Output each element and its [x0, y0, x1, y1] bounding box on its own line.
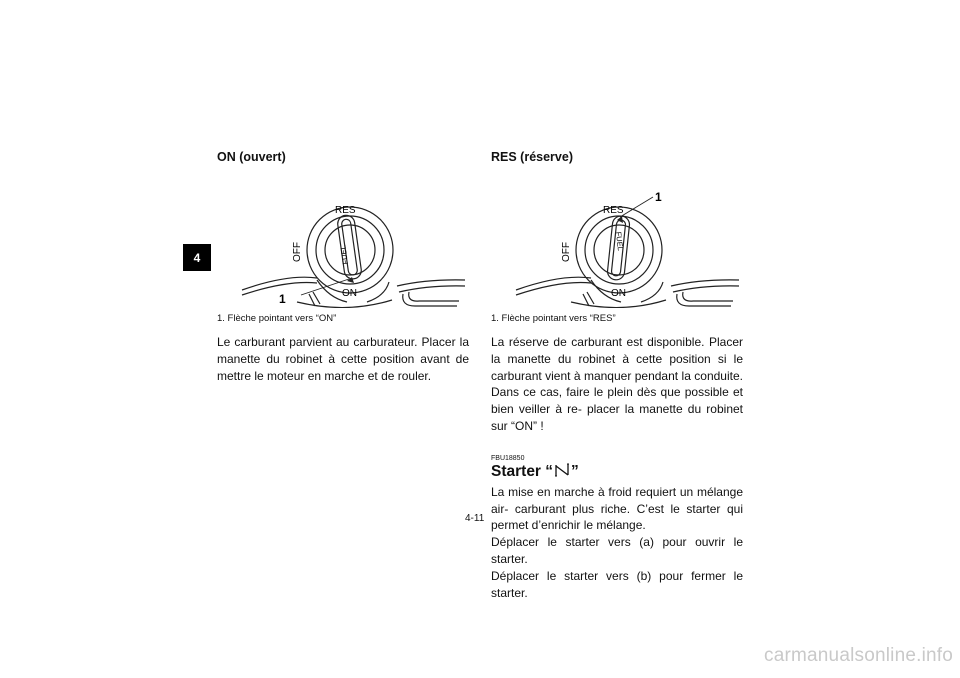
- left-column: [217, 148, 469, 384]
- watermark: carmanualsonline.info: [764, 645, 954, 666]
- chapter-tab: 4: [183, 244, 211, 271]
- fuel-cock-on-illustration: [217, 182, 469, 308]
- starter-heading: [491, 463, 743, 482]
- starter-heading-text: Starter “: [491, 463, 554, 481]
- starter-heading-close: ”: [571, 463, 579, 481]
- right-column: [491, 148, 743, 601]
- dial-label-off: OFF: [292, 242, 303, 262]
- on-body-text: Le carburant parvient au carburateur. Placer la manette du robinet à cette position avant de mettre le moteur en marche et de rouler.: [217, 335, 469, 383]
- res-body-text: La réserve de carburant est disponible. Placer la manette du robinet à cette position si le carburant vient à manquer pendant la conduite. Dans ce cas, faire le plein dès que possible et bien veiller à re- placer la manette du robinet sur “ON” !: [491, 335, 743, 433]
- choke-icon: [554, 463, 570, 482]
- fuel-cock-on-figure: [217, 182, 469, 308]
- dial-label-res: RES: [603, 205, 624, 216]
- dial-label-on: ON: [342, 288, 357, 299]
- dial-label-on: ON: [611, 288, 626, 299]
- dial-label-res: RES: [335, 205, 356, 216]
- callout-number: 1: [655, 190, 662, 204]
- res-heading: RES (réserve): [491, 150, 573, 164]
- fuel-cock-res-figure: [491, 182, 743, 308]
- fuel-cock-res-illustration: [491, 182, 743, 308]
- res-caption: 1. Flèche pointant vers “RES”: [491, 313, 616, 324]
- section-code: FBU18850: [491, 454, 525, 462]
- on-heading: ON (ouvert): [217, 150, 286, 164]
- page-number: 4-11: [465, 513, 485, 524]
- on-caption: 1. Flèche pointant vers “ON”: [217, 313, 337, 324]
- starter-close-instruction: Déplacer le starter vers (b) pour fermer le starter.: [491, 568, 743, 600]
- dial-label-off: OFF: [561, 242, 572, 262]
- knob-label-fuel: FUEL: [614, 231, 625, 252]
- starter-body-text: La mise en marche à froid requiert un mélange air- carburant plus riche. C’est le starter qui permet d’enrichir le mélange.: [491, 484, 743, 533]
- knob-label-fuel: FUEL: [338, 244, 350, 265]
- starter-open-instruction: Déplacer le starter vers (a) pour ouvrir le starter.: [491, 535, 743, 566]
- callout-number: 1: [279, 292, 286, 306]
